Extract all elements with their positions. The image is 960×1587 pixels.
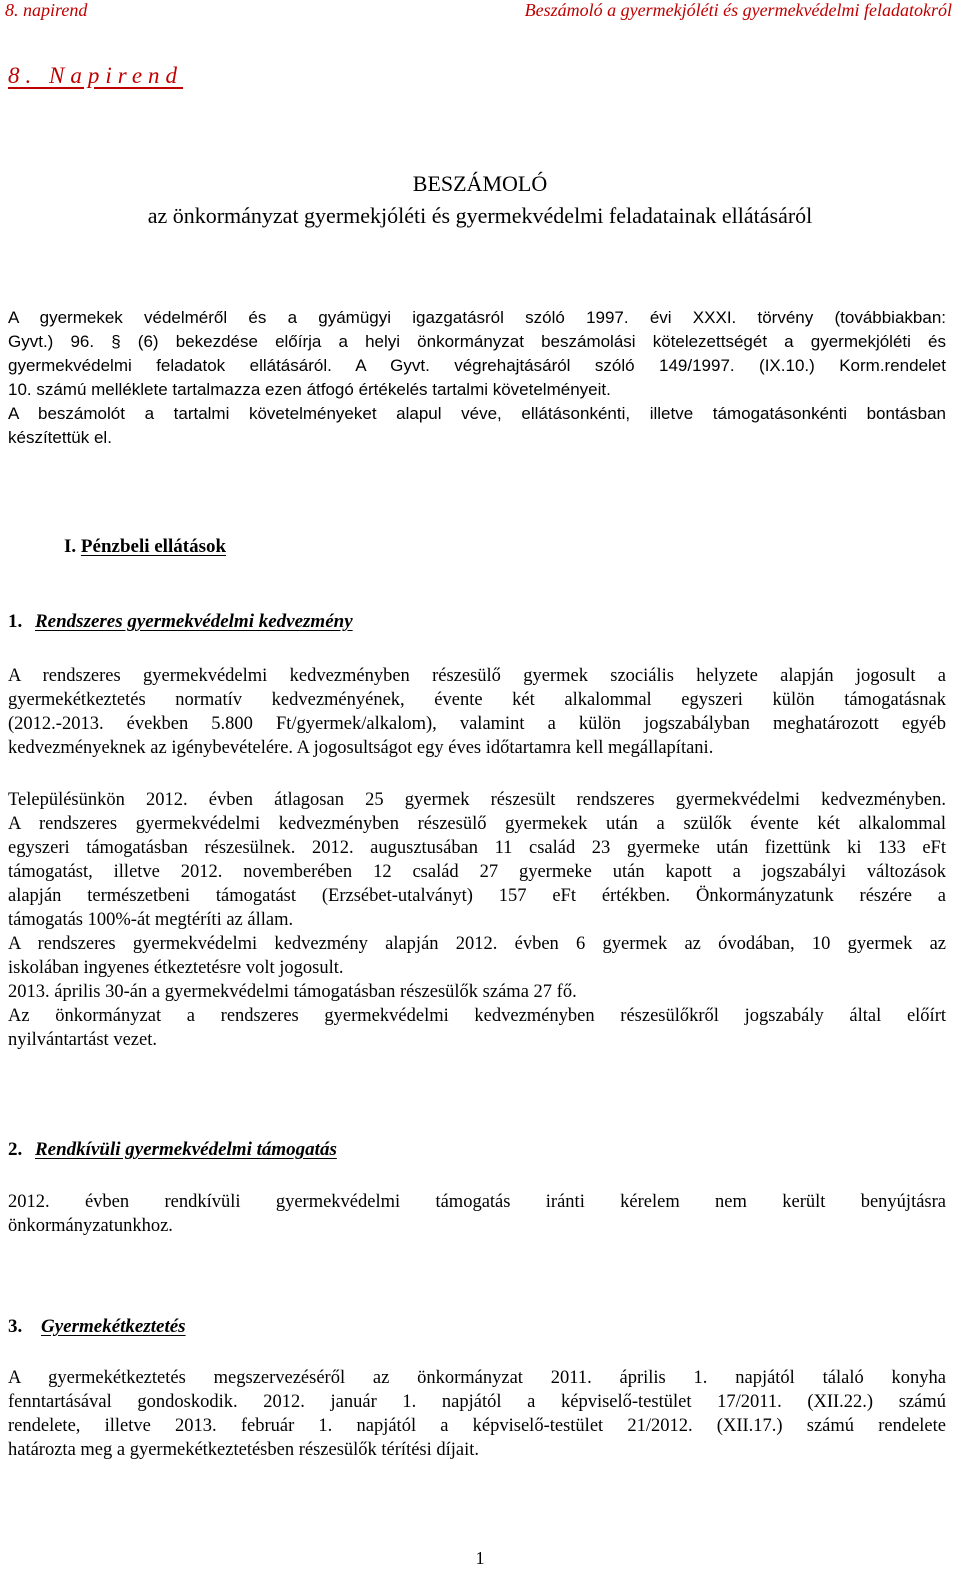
- text-line: iskolában ingyenes étkeztetésre volt jogosult.: [8, 958, 344, 978]
- text-line: A rendszeres gyermekvédelmi kedvezmény alapján 2012. évben 6 gyermek az óvodában, 10 gyermek az: [8, 934, 946, 954]
- page-number: 1: [475, 1548, 485, 1568]
- intro-line: A gyermekek védelméről és a gyámügyi igazgatásról szóló 1997. évi XXXI. törvény (továbbiakban:: [8, 308, 946, 327]
- subsection-heading-3: [8, 1316, 186, 1338]
- intro-line: Gyvt.) 96. § (6) bekezdése előírja a helyi önkormányzat beszámolási kötelezettségét a gyermekjóléti és: [8, 332, 946, 351]
- agenda-title: 8. Napirend: [8, 63, 184, 88]
- text-line: 2013. április 30-án a gyermekvédelmi támogatásban részesülők száma 27 fő.: [8, 982, 577, 1002]
- subsection-number: 2.: [8, 1139, 23, 1160]
- header-left: 8. napirend: [5, 0, 88, 20]
- text-line: Településünkön 2012. évben átlagosan 25 gyermek részesült rendszeres gyermekvédelmi kedvezményben.: [8, 790, 946, 810]
- report-subtitle: az önkormányzat gyermekjóléti és gyermekvédelmi feladatainak ellátásáról: [147, 203, 813, 228]
- sub1-paragraph-1: [8, 664, 946, 760]
- text-line: 2012. évben rendkívüli gyermekvédelmi támogatás iránti kérelem nem került benyújtásra: [8, 1192, 946, 1212]
- subsection-number: 1.: [8, 611, 23, 632]
- text-line: támogatás 100%-át megtéríti az állam.: [8, 910, 294, 930]
- sub3-paragraph: [8, 1366, 946, 1462]
- intro-line: készítettük el.: [8, 428, 112, 447]
- sub2-paragraph: [8, 1190, 946, 1238]
- section-number: I.: [64, 536, 77, 557]
- text-line: (2012.-2013. években 5.800 Ft/gyermek/alkalom), valamint a külön jogszabályban meghatározott egyéb: [8, 714, 946, 734]
- text-line: támogatást, illetve 2012. novemberében 12 család 27 gyermeke után kapott a jogszabályi változások: [8, 862, 946, 882]
- text-line: kedvezményeknek az igénybevételére. A jogosultságot egy éves időtartamra kell megállapítani.: [8, 738, 714, 758]
- intro-line: gyermekvédelmi feladatok ellátásáról. A Gyvt. végrehajtásáról szóló 149/1997. (IX.10.) Korm.rendelet: [8, 356, 946, 375]
- section-heading: [64, 536, 226, 558]
- text-line: A rendszeres gyermekvédelmi kedvezményben részesülő gyermekek után a szülők évente két alkalommal: [8, 814, 946, 834]
- subsection-title: Gyermekétkeztetés: [41, 1316, 186, 1337]
- text-line: A gyermekétkeztetés megszervezéséről az önkormányzat 2011. április 1. napjától tálaló konyha: [8, 1368, 946, 1388]
- text-line: nyilvántartást vezet.: [8, 1030, 157, 1050]
- report-title: BESZÁMOLÓ: [412, 171, 548, 196]
- section-title: Pénzbeli ellátások: [80, 536, 227, 557]
- header-right: Beszámoló a gyermekjóléti és gyermekvédelmi feladatokról: [524, 0, 952, 20]
- intro-line: 10. számú melléklete tartalmazza ezen átfogó értékelés tartalmi követelményeit.: [8, 380, 611, 399]
- subsection-title: Rendszeres gyermekvédelmi kedvezmény: [35, 611, 353, 632]
- subsection-number: 3.: [8, 1316, 23, 1337]
- subsection-heading-2: [8, 1139, 337, 1161]
- text-line: egyszeri támogatásban részesülnek. 2012. augusztusában 11 család 23 gyermeke után fizettünk ki 133 eFt: [8, 838, 946, 858]
- intro-paragraph: [8, 306, 946, 450]
- text-line: fenntartásával gondoskodik. 2012. január 1. napjától a képviselő-testület 17/2011. (XII.22.) számú: [8, 1392, 946, 1412]
- text-line: határozta meg a gyermekétkeztetésben részesülők térítési díjait.: [8, 1440, 480, 1460]
- sub1-paragraph-2: [8, 788, 946, 1052]
- text-line: gyermekétkeztetés normatív kedvezményének, évente két alkalommal egyszeri külön támogatásnak: [8, 690, 946, 710]
- text-line: önkormányzatunkhoz.: [8, 1216, 173, 1236]
- subsection-title: Rendkívüli gyermekvédelmi támogatás: [35, 1139, 337, 1160]
- text-line: Az önkormányzat a rendszeres gyermekvédelmi kedvezményben részesülőkről jogszabály által előírt: [8, 1006, 946, 1026]
- intro-line: A beszámolót a tartalmi követelményeket alapul véve, ellátásonkénti, illetve támogatásonkénti bontásban: [8, 404, 946, 423]
- subsection-heading-1: [8, 611, 353, 633]
- text-line: A rendszeres gyermekvédelmi kedvezményben részesülő gyermek szociális helyzete alapján jogosult a: [8, 666, 946, 686]
- text-line: rendelete, illetve 2013. február 1. napjától a képviselő-testület 21/2012. (XII.17.) számú rendelete: [8, 1416, 946, 1436]
- text-line: alapján természetbeni támogatást (Erzsébet-utalványt) 157 eFt értékben. Önkormányzatunk részére a: [8, 886, 946, 906]
